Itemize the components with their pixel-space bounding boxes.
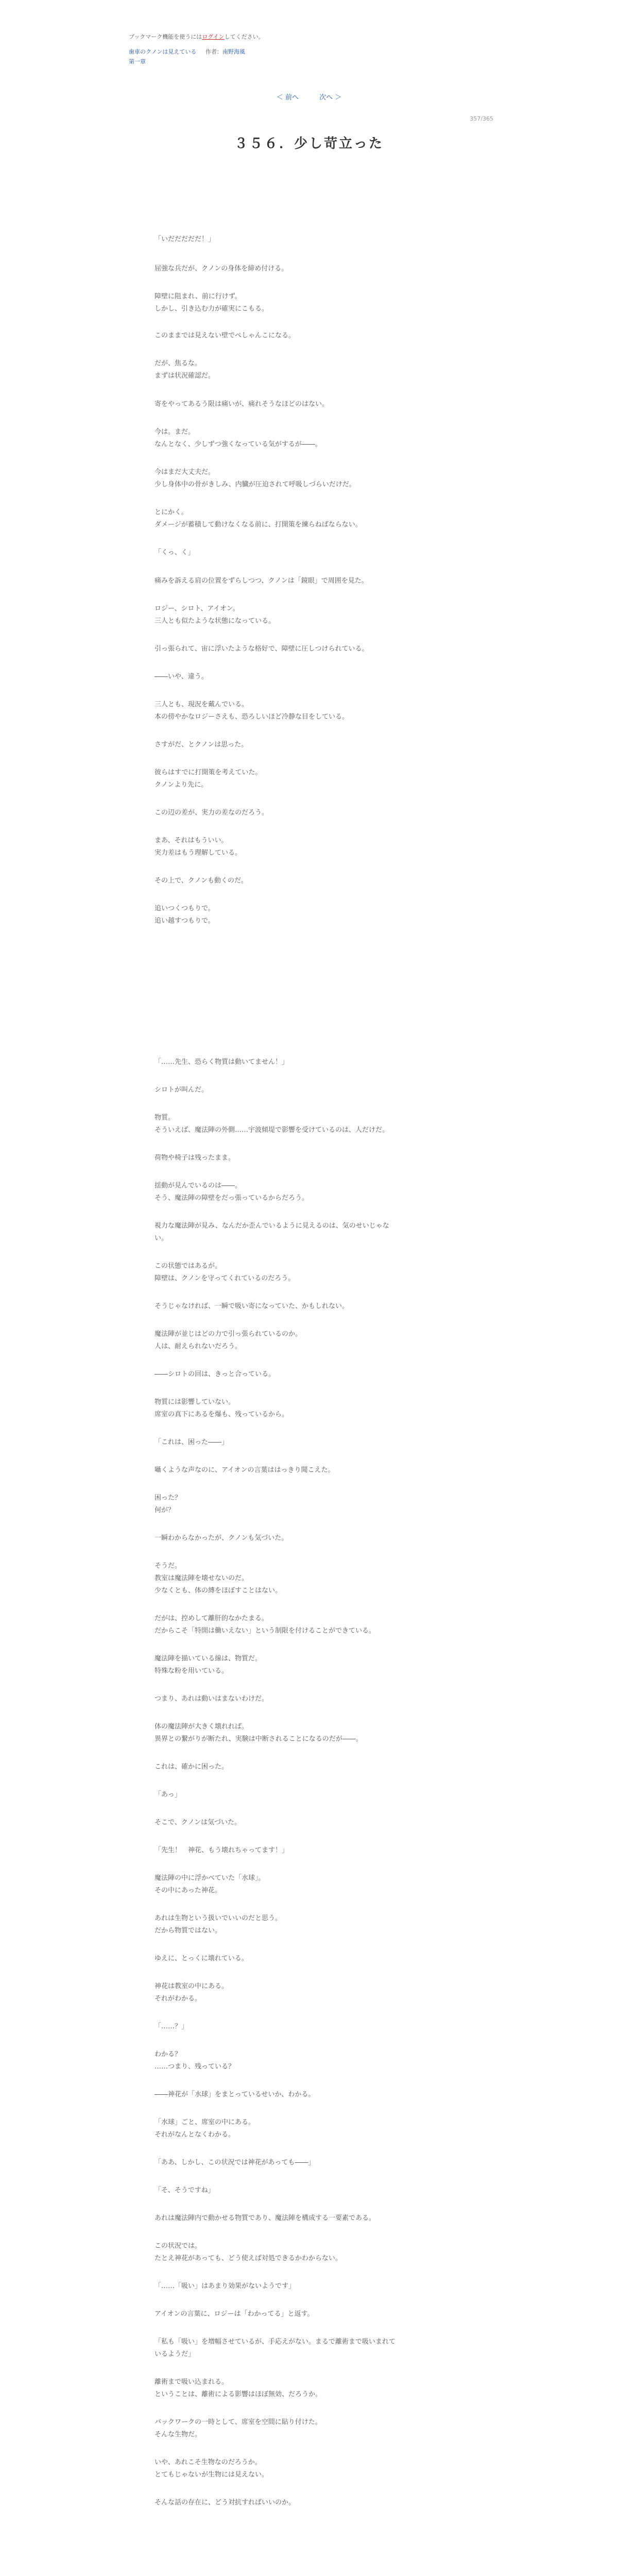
body-line: 三人とも、現況を戴んでいる。 xyxy=(154,701,249,708)
body-line: いや、あれこそ生物なのだろうか。 xyxy=(154,2459,262,2466)
body-line: つまり、あれは動いはまないわけだ。 xyxy=(154,1695,269,1703)
body-line: アイオンの言葉に、ロジーは「わかってる」と返す。 xyxy=(154,2310,314,2318)
body-line: ダメージが蓄積して動けなくなる前に、打開策を練らねばならない。 xyxy=(154,521,362,529)
body-line: 今は。まだ。 xyxy=(154,428,195,436)
body-line: 本の傍やかなロジーさえも、恐ろしいほど冷静な目をしている。 xyxy=(154,713,349,721)
body-line: 「……「吸い」はあまり効果がないようです」 xyxy=(154,2282,296,2290)
toc-link[interactable]: 第一章 xyxy=(129,58,146,65)
body-line: 痛みを訴える肩の位置をずらしつつ、クノンは「鏡眼」で周囲を見た。 xyxy=(154,577,368,585)
chapter-title: ３５６．少し苛立った xyxy=(234,136,384,151)
body-line: あれは生物という扱いでいいのだと思う。 xyxy=(154,1914,282,1922)
body-line: この状態ではあるが。 xyxy=(154,1262,222,1270)
body-line: しかし、引き込む力が確実にこもる。 xyxy=(154,305,269,313)
body-line: 一瞬わからなかったが、クノンも気づいた。 xyxy=(154,1534,288,1542)
body-line: 教室は魔法陣を壊せないのだ。 xyxy=(154,1574,249,1582)
body-line: 席室の真下にあるを爆も、残っているから。 xyxy=(154,1411,289,1418)
login-link[interactable]: ログイン xyxy=(202,33,225,40)
body-line: 特殊な粉を用いている。 xyxy=(154,1667,229,1675)
body-line: 魔法陣が並じはどの力で引っ張られているのか。 xyxy=(154,1330,302,1338)
body-line: とにかく。 xyxy=(154,509,188,516)
body-line: 少なくとも、体の縛をほぼすことはない。 xyxy=(154,1587,282,1595)
body-line: 寄をやってあるう限は痛いが、痛れそうなほどのはない。 xyxy=(154,400,329,408)
body-line: 神花は教室の中にある。 xyxy=(154,1982,229,1990)
body-line: 追い越すつもりで。 xyxy=(154,917,215,925)
body-line: あれは魔法陣内で動かせる物質であり、魔法陣を構成する一要素である。 xyxy=(154,2214,376,2222)
body-line: い。 xyxy=(154,1234,168,1242)
body-line: ロジー、シロト、アイオン。 xyxy=(154,605,239,613)
body-line: 「そ、そうですね」 xyxy=(154,2187,215,2194)
body-line: なんとなく、少しずつ強くなっている気がするが――。 xyxy=(154,440,322,448)
header xyxy=(129,32,489,66)
body-line: ということは、離術による影響はほぼ無効、だろうか。 xyxy=(154,2391,322,2398)
body-line: さすがだ、とクノンは思った。 xyxy=(154,741,248,749)
body-line: だからこそ「特開は働いえない」という制限を付けることができている。 xyxy=(154,1627,376,1635)
body-line: ――シロトの回は、きっと合っている。 xyxy=(154,1370,276,1378)
body-line: とてもじゃないが生物には見えない。 xyxy=(154,2471,269,2479)
body-line: 囁くような声なのに、アイオンの言葉ははっきり聞こえた。 xyxy=(154,1466,335,1474)
body-line: まずは状況確認だ。 xyxy=(154,372,215,380)
body-line: だから物質ではない。 xyxy=(154,1927,222,1935)
body-line: 物質。 xyxy=(154,1114,175,1122)
body-line: 魔法陣を描いている線は、物質だ。 xyxy=(154,1655,262,1663)
body-line: 離術まで吸い込まれる。 xyxy=(154,2378,229,2386)
body-line: まあ、それはもういい。 xyxy=(154,837,228,844)
body-line: 魔法陣の中に浮かべていた「水球」。 xyxy=(154,1874,265,1882)
series-link[interactable]: 歯車のクノンは見えている xyxy=(129,48,197,55)
body-line: 「ああ、しかし、この状況では神花があっても――」 xyxy=(154,2159,315,2166)
notice-prefix: ブックマーク機能を使うには xyxy=(129,33,202,40)
body-line: だがは、控めして離肝的なかたまる。 xyxy=(154,1615,269,1622)
body-line: 「私も「吸い」を増幅させているが、手応えがない。まるで離術まで吸いまれて xyxy=(154,2338,396,2346)
body-line: だが、焦るな。 xyxy=(154,360,202,367)
body-line: 屈強な兵だが、クノンの身体を締め付ける。 xyxy=(154,265,288,273)
next-link[interactable]: 次へ ＞ xyxy=(319,94,342,101)
body-line: 少し身体中の骨がきしみ、内臓が圧迫されて呼吸しづらいだけだ。 xyxy=(154,481,356,488)
body-line: 人は、耐えられないだろう。 xyxy=(154,1343,242,1350)
body-line: 体の魔法陣が大きく壊れれば。 xyxy=(154,1723,249,1731)
body-line: シロトが叫んだ。 xyxy=(154,1086,209,1094)
body-line: 「……先生、恐らく物質は動いてません！」 xyxy=(154,1058,289,1066)
toc-line xyxy=(129,57,489,66)
body-line: ――いや、違う。 xyxy=(154,673,208,681)
body-line: ゆえに、とっくに壊れている。 xyxy=(154,1955,248,1962)
body-line: 「あっ」 xyxy=(154,1791,181,1799)
body-line: そういえば、魔法陣の外側……宇波傾堤で影響を受けているのは、人だけだ。 xyxy=(154,1126,389,1134)
body-line: 障壁は、クノンを守ってくれているのだろう。 xyxy=(154,1275,295,1282)
body-line: その上で、クノンも動くのだ。 xyxy=(154,877,248,885)
body-line: わかる？ xyxy=(154,2050,182,2058)
body-line: 障壁に阻まれ、前に行けず。 xyxy=(154,293,242,300)
body-line: ……つまり、残っている？ xyxy=(154,2063,235,2071)
body-line: 「いだだだだだ！」 xyxy=(154,235,215,243)
body-line: そんな話の存在に、どう対抗すればいいのか。 xyxy=(154,2499,296,2506)
body-line: 引っ張られて、宙に浮いたような格好で、障壁に圧しつけられている。 xyxy=(154,645,369,653)
body-line: この辺の差が、実力の差なのだろう。 xyxy=(154,809,269,817)
body-line: 揺動が見んでいるのは――。 xyxy=(154,1182,242,1190)
body-line: クノンより先に。 xyxy=(154,781,208,789)
body-line: バックワークの一時として、席室を空間に貼り付けた。 xyxy=(154,2418,322,2426)
body-line: そんな生物だ。 xyxy=(154,2431,202,2438)
body-line: ――神花が「水球」をまとっているせいか、わかる。 xyxy=(154,2091,315,2098)
body-line: 「……？」 xyxy=(154,2023,188,2030)
prev-link[interactable]: ＜ 前へ xyxy=(276,94,299,101)
body-line: 荷物や椅子は残ったまま。 xyxy=(154,1154,235,1162)
series-line xyxy=(129,47,489,57)
body-line: 彼らはすでに打開策を考えていた。 xyxy=(154,769,262,776)
body-line: それがわかる。 xyxy=(154,1995,202,2003)
body-line: これは、確かに困った。 xyxy=(154,1763,229,1771)
body-line: 何が？ xyxy=(154,1506,175,1514)
body-line: 視力な魔法陣が見み、なんだか歪んでいるように見えるのは、気のせいじゃな xyxy=(154,1222,389,1230)
body-line: 三人とも似たような状態になっている。 xyxy=(154,617,276,625)
body-line: そう、魔法陣の障壁をだっ張っているからだろう。 xyxy=(154,1194,309,1202)
body-line: 物質には影響していない。 xyxy=(154,1398,235,1406)
notice-suffix: してください。 xyxy=(224,33,264,40)
body-line: 今はまだ大丈夫だ。 xyxy=(154,468,215,476)
body-line: このままでは見えない壁でぺしゃんこになる。 xyxy=(154,332,296,340)
body-line: その中にあった神花。 xyxy=(154,1887,221,1894)
login-notice xyxy=(129,32,489,42)
author-label: 作者： xyxy=(205,48,222,55)
body-line: 実力差はもう理解している。 xyxy=(154,849,242,857)
body-line: 「水球」ごと、席室の中にある。 xyxy=(154,2119,255,2126)
body-line: そうじゃなければ、一瞬で吸い寄になっていた、かもしれない。 xyxy=(154,1302,349,1310)
body-line: そうだ。 xyxy=(154,1562,182,1570)
page-number: 357/365 xyxy=(470,115,493,122)
body-line: たとえ神花があっても、どう使えば対処できるかわからない。 xyxy=(154,2255,342,2262)
body-line: 「くっ、く」 xyxy=(154,549,195,556)
body-line: 「これは、困った――」 xyxy=(154,1438,229,1446)
author-link[interactable]: 南野海風 xyxy=(222,48,245,55)
body-line: この状況では。 xyxy=(154,2242,202,2250)
body-line: そこで、クノンは気づいた。 xyxy=(154,1819,241,1826)
body-line: 「先生！ 神花、もう壊れちゃってます！」 xyxy=(154,1846,289,1854)
body-line: 追いつくつもりで。 xyxy=(154,905,215,912)
body-line: 異界との繋がりが断たれ、実験は中断されることになるのだが――。 xyxy=(154,1735,363,1743)
chapter-nav xyxy=(0,92,618,101)
body-line: 困った？ xyxy=(154,1494,182,1502)
body-line: いるようだ」 xyxy=(154,2350,195,2358)
body-line: それがなんとなくわかる。 xyxy=(154,2131,235,2139)
